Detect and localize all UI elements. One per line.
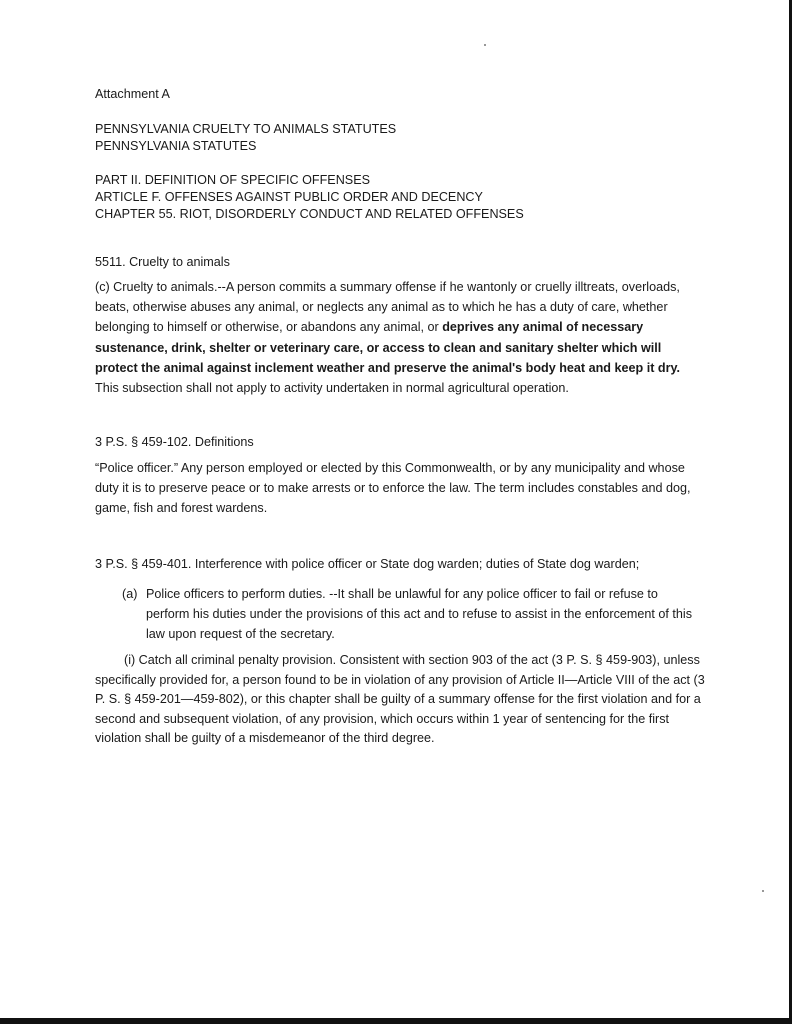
section-5511-text: (c) Cruelty to animals.--A person commits a summary offense if he wantonly or cruelly illtreats, overloads, beats, otherwise abuses any animal, or neglects any animal as to which he has a duty of care, whether belonging to himself or otherwise, or abandons any animal, or [95, 280, 680, 335]
section-5511-heading: 5511. Cruelty to animals [95, 255, 230, 269]
section-401-item-a [122, 584, 698, 644]
section-5511-bold-text: deprives any animal of necessary sustenance, drink, shelter or veterinary care, or access to clean and sanitary shelter which will protect the animal against inclement weather and preserve the animal's body heat and keep it dry. [95, 320, 681, 375]
section-102-body: “Police officer.” Any person employed or elected by this Commonwealth, or by any municipality and whose duty it is to preserve peace or to make arrests or to enforce the law. The term includes constables and dog, game, fish and forest wardens. [95, 461, 691, 516]
section-401-item-i: (i) Catch all criminal penalty provision. Consistent with section 903 of the act (3 P. S. § 459-903), unless specifically provided for, a person found to be in violation of any provision of Article II—Article VIII of the act (3 P. S. § 459-201—459-802), or this chapter shall be guilty of a summary offense for the first violation and for a second and subsequent violation, of any provision, which occurs within 1 year of sentencing for the first violation shall be guilty of a misdemeanor of the third degree. [95, 653, 705, 746]
subtitle-line: PENNSYLVANIA STATUTES [95, 139, 257, 153]
section-102-heading: 3 P.S. § 459-102. Definitions [95, 435, 254, 449]
chapter-line: CHAPTER 55. RIOT, DISORDERLY CONDUCT AND RELATED OFFENSES [95, 207, 524, 221]
section-5511-tail: This subsection shall not apply to activity undertaken in normal agricultural operation. [95, 381, 569, 396]
title-line: PENNSYLVANIA CRUELTY TO ANIMALS STATUTES [95, 122, 397, 136]
scan-speck [484, 44, 486, 46]
attachment-label: Attachment A [95, 87, 170, 101]
section-401-heading: 3 P.S. § 459-401. Interference with police officer or State dog warden; duties of State dog warden; [95, 557, 640, 571]
item-a-marker: (a) [122, 587, 138, 601]
section-5511-body [95, 277, 695, 398]
part-line: PART II. DEFINITION OF SPECIFIC OFFENSES [95, 173, 370, 187]
scan-speck [762, 890, 764, 892]
article-line: ARTICLE F. OFFENSES AGAINST PUBLIC ORDER AND DECENCY [95, 190, 483, 204]
item-a-text: Police officers to perform duties. --It shall be unlawful for any police officer to fail or refuse to perform his duties under the provisions of this act and to refuse to assist in the enforcement of this law upon request of the secretary. [146, 587, 693, 641]
scan-border-bottom [0, 1018, 792, 1024]
